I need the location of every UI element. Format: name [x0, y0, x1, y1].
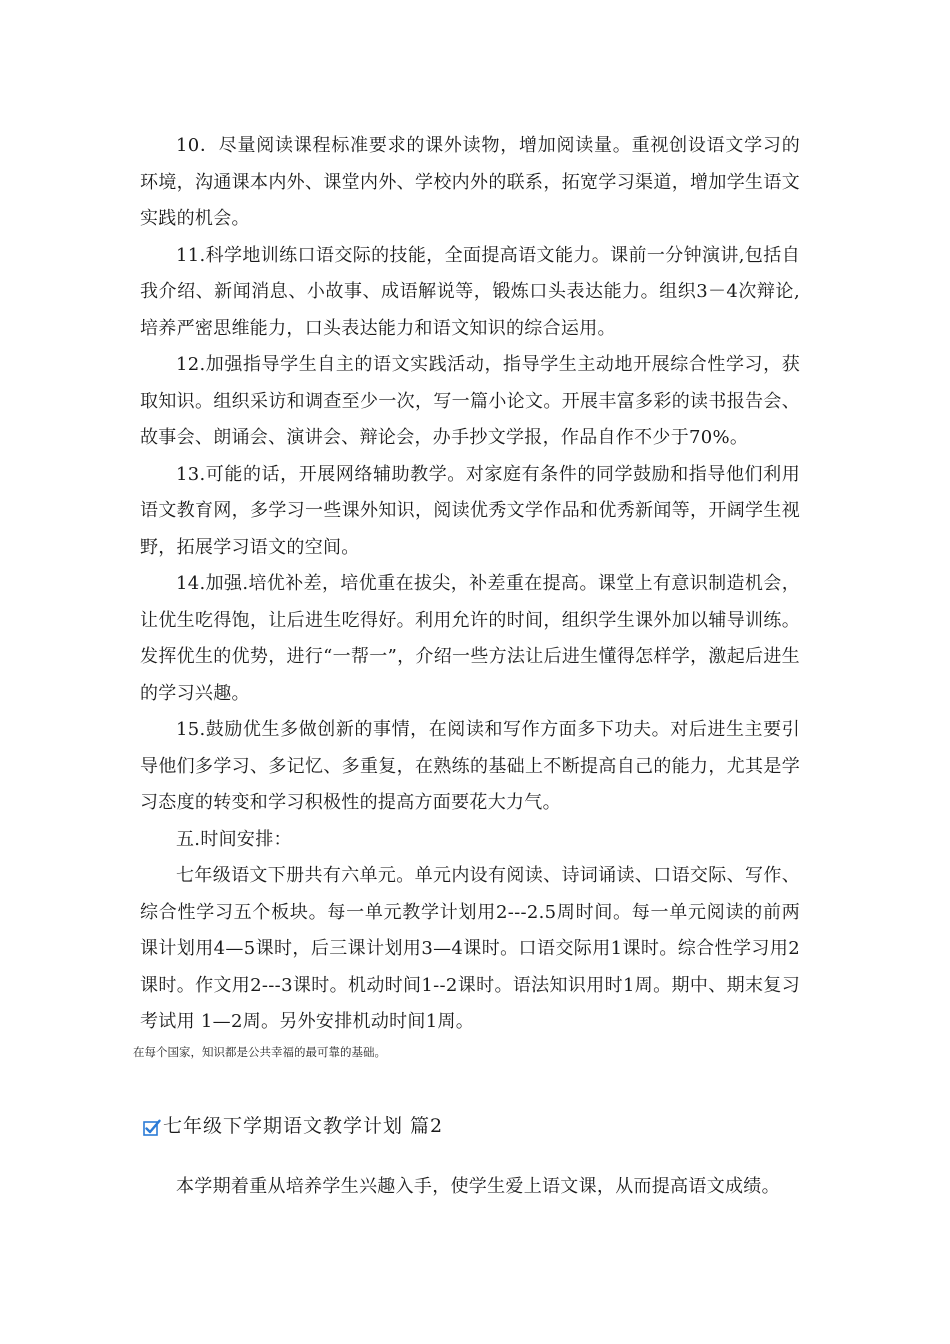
section-title	[143, 1112, 443, 1140]
section-title-text: 七年级下学期语文教学计划 篇2	[163, 1115, 444, 1137]
section-heading-schedule: 五.时间安排：	[176, 828, 292, 850]
checkbox-checked-icon	[143, 1117, 161, 1135]
schedule-paragraph: 七年级语文下册共有六单元。单元内设有阅读、诗词诵读、口语交际、写作、综合性学习五个板块。每一单元教学计划用2---2.5周时间。每一单元阅读的前两课计划用4—5课时，后三课计划用3—4课时。口语交际用1课时。综合性学习用2课时。作文用2---3课时。机动时间1--2课时。语法知识用时1周。期中、期末复习考试用 1—2周。另外安排机动时间1周。	[140, 865, 800, 1032]
paragraph-item-14: 14.加强.培优补差，培优重在拔尖，补差重在提高。课堂上有意识制造机会，让优生吃得饱，让后进生吃得好。利用允许的时间，组织学生课外加以辅导训练。发挥优生的优势，进行“一帮一”，介绍一些方法让后进生懂得怎样学，激起后进生的学习兴趣。	[140, 573, 800, 704]
intro-paragraph: 本学期着重从培养学生兴趣入手，使学生爱上语文课，从而提高语文成绩。	[176, 1176, 780, 1197]
paragraph-item-15: 15.鼓励优生多做创新的事情，在阅读和写作方面多下功夫。对后进生主要引导他们多学习、多记忆、多重复，在熟练的基础上不断提高自己的能力，尤其是学习态度的转变和学习积极性的提高方面要花大力气。	[140, 719, 800, 813]
paragraph-item-12: 12.加强指导学生自主的语文实践活动，指导学生主动地开展综合性学习，获取知识。组织采访和调查至少一次，写一篇小论文。开展丰富多彩的读书报告会、故事会、朗诵会、演讲会、辩论会，办手抄文学报，作品自作不少于70%。	[140, 354, 800, 448]
paragraph-item-11: 11.科学地训练口语交际的技能，全面提高语文能力。课前一分钟演讲,包括自我介绍、新闻消息、小故事、成语解说等，锻炼口头表达能力。组织3－4次辩论,培养严密思维能力，口头表达能力和语文知识的综合运用。	[140, 244, 800, 339]
paragraph-item-13: 13.可能的话，开展网络辅助教学。对家庭有条件的同学鼓励和指导他们利用语文教育网，多学习一些课外知识，阅读优秀文学作品和优秀新闻等，开阔学生视野，拓展学习语文的空间。	[140, 463, 800, 558]
body-text	[140, 128, 800, 1041]
footer-quote: 在每个国家，知识都是公共幸福的最可靠的基础。	[133, 1045, 386, 1059]
paragraph-item-10: 10．尽量阅读课程标准要求的课外读物，增加阅读量。重视创设语文学习的环境，沟通课本内外、课堂内外、学校内外的联系，拓宽学习渠道，增加学生语文实践的机会。	[140, 135, 800, 229]
